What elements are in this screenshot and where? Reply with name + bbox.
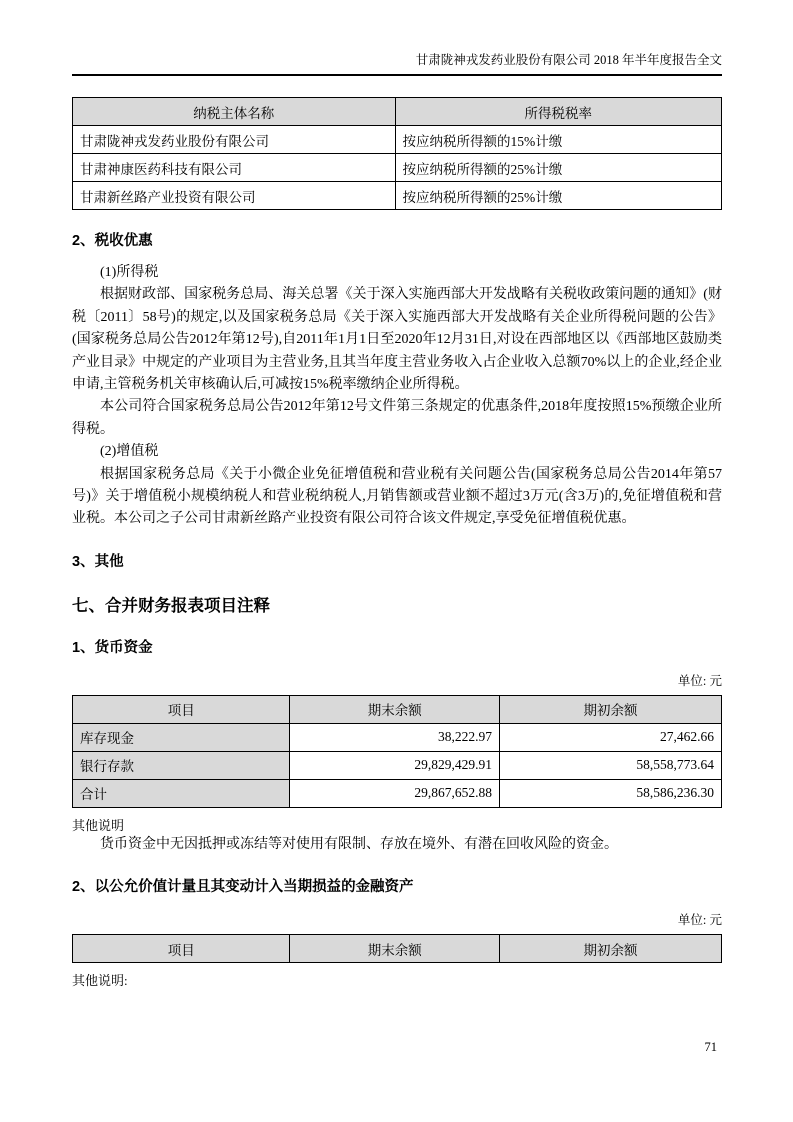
heading-tax-preference: 2、税收优惠	[72, 233, 153, 249]
col-header-item: 项目	[73, 935, 290, 963]
heading-monetary-funds: 1、货币资金	[72, 639, 153, 656]
ending-balance-value: 38,222.97	[290, 723, 500, 751]
table-row	[73, 779, 722, 807]
ending-balance-value: 29,867,652.88	[290, 779, 500, 807]
heading-consolidated-notes: 七、合并财务报表项目注释	[72, 596, 270, 615]
subheading-vat: (2)增值税	[100, 444, 159, 460]
page-header-title: 甘肃陇神戎发药业股份有限公司 2018 年半年度报告全文	[415, 53, 722, 67]
heading-financial-assets: 2、以公允价值计量且其变动计入当期损益的金融资产	[72, 879, 414, 896]
table-row	[73, 723, 722, 751]
page-header	[72, 52, 722, 76]
col-header-beginning-balance: 期初余额	[500, 695, 722, 723]
financial-assets-table	[72, 934, 722, 963]
col-header-ending-balance: 期末余额	[290, 695, 500, 723]
income-tax-paragraph-1: 根据财政部、国家税务总局、海关总署《关于深入实施西部大开发战略有关税收政策问题的通知》(财税〔2011〕58号)的规定,以及国家税务总局《关于深入实施西部大开发战略有关企业所得税问题的公告》(国家税务总局公告2012年第12号),自2011年1月1日至2020年12月31日,对设在西部地区以《西部地区鼓励类产业目录》中规定的产业项目为主营业务,且其当年度主营业务收入占企业收入总额70%以上的企业,经企业申请,主管税务机关审核确认后,可减按15%税率缴纳企业所得税。	[72, 287, 722, 393]
tax-rate-value: 按应纳税所得额的25%计缴	[395, 182, 721, 210]
col-header-ending-balance: 期末余额	[290, 935, 500, 963]
beginning-balance-value: 27,462.66	[500, 723, 722, 751]
heading-other: 3、其他	[72, 553, 124, 570]
table-row	[73, 154, 722, 182]
monetary-funds-table	[72, 695, 722, 808]
table-header-row	[73, 935, 722, 963]
tax-rate-value: 按应纳税所得额的25%计缴	[395, 154, 721, 182]
vat-paragraph: 根据国家税务总局《关于小微企业免征增值税和营业税有关问题公告(国家税务总局公告2014年第57号)》关于增值税小规模纳税人和营业税纳税人,月销售额或营业额不超过3万元(含3万)的,免征增值税和营业税。本公司之子公司甘肃新丝路产业投资有限公司符合该文件规定,享受免征增值税优惠。	[72, 466, 722, 527]
item-label: 库存现金	[73, 723, 290, 751]
income-tax-paragraph-2: 本公司符合国家税务总局公告2012年第12号文件第三条规定的优惠条件,2018年度按照15%预缴企业所得税。	[72, 399, 722, 437]
table-header-row	[73, 98, 722, 126]
table-row	[73, 126, 722, 154]
tax-entities-table	[72, 97, 722, 210]
col-header-beginning-balance: 期初余额	[500, 935, 722, 963]
col-header-tax-rate: 所得税税率	[395, 98, 721, 126]
item-label: 银行存款	[73, 751, 290, 779]
ending-balance-value: 29,829,429.91	[290, 751, 500, 779]
table-row	[73, 182, 722, 210]
col-header-tax-entity: 纳税主体名称	[73, 98, 396, 126]
other-note-label: 其他说明	[72, 817, 125, 833]
other-note-label: 其他说明:	[72, 973, 128, 989]
tax-entity-name: 甘肃新丝路产业投资有限公司	[73, 182, 396, 210]
tax-entity-name: 甘肃神康医药科技有限公司	[73, 154, 396, 182]
col-header-item: 项目	[73, 695, 290, 723]
page-number: 71	[704, 1040, 717, 1054]
tax-rate-value: 按应纳税所得额的15%计缴	[395, 126, 721, 154]
item-label: 合计	[73, 779, 290, 807]
table-header-row	[73, 695, 722, 723]
beginning-balance-value: 58,558,773.64	[500, 751, 722, 779]
monetary-funds-note: 货币资金中无因抵押或冻结等对使用有限制、存放在境外、有潜在回收风险的资金。	[100, 836, 618, 852]
table-row	[73, 751, 722, 779]
subheading-income-tax: (1)所得税	[100, 265, 159, 280]
unit-label-financial-assets: 单位: 元	[677, 913, 722, 928]
beginning-balance-value: 58,586,236.30	[500, 779, 722, 807]
tax-entity-name: 甘肃陇神戎发药业股份有限公司	[73, 126, 396, 154]
unit-label-monetary: 单位: 元	[677, 673, 722, 688]
